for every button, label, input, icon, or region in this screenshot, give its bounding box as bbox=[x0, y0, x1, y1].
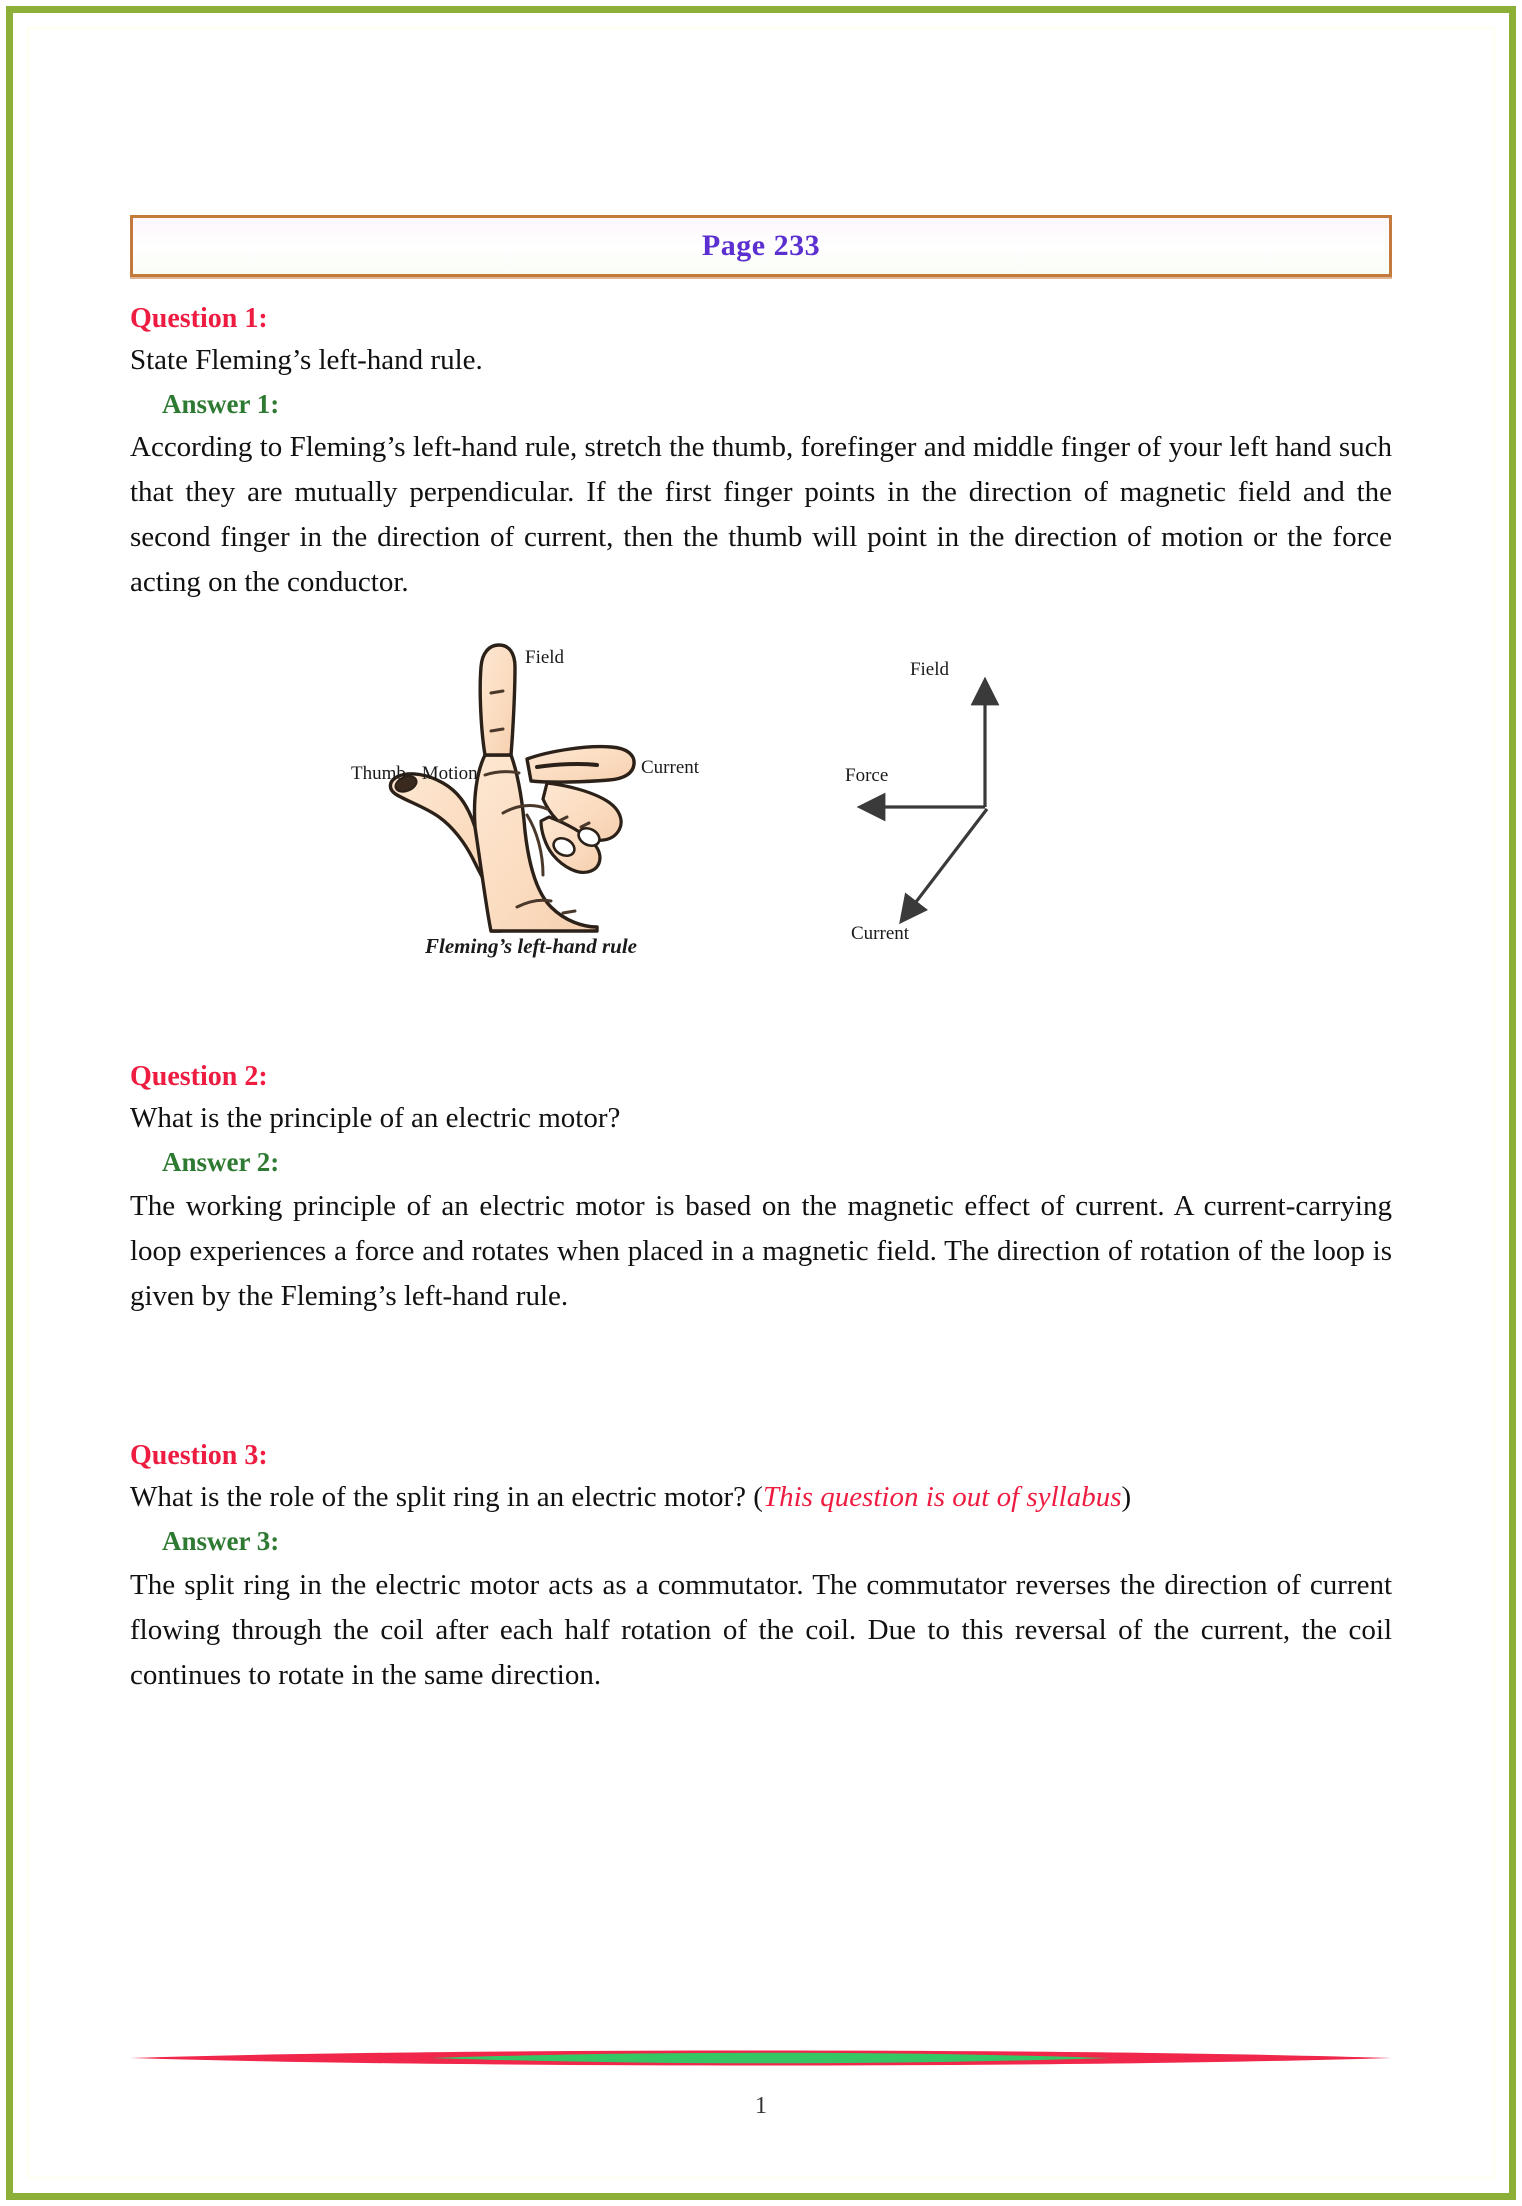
force-field-current-axes bbox=[845, 659, 987, 944]
page-title: Page 233 bbox=[701, 229, 821, 262]
answer-1-text: According to Fleming’s left-hand rule, stretch the thumb, forefinger and middle finger of your left hand such that they are mutually perpendicular. If the first finger points in the direction of magnetic field and the second finger in the direction of current, then the thumb will point in the direction of motion or the force acting on the conductor. bbox=[130, 431, 1392, 599]
question-2-text: What is the principle of an electric motor? bbox=[130, 1102, 621, 1135]
figure-caption: Fleming’s left-hand rule bbox=[425, 934, 637, 959]
axis-label-current: Current bbox=[851, 923, 910, 945]
hand-label-thumb-motion: Thumb - Motion bbox=[351, 763, 478, 785]
answer-2-text: The working principle of an electric motor is based on the magnetic effect of current. A current-carrying loop experiences a force and rotates when placed in a magnetic field. The direction of rotation of the loop is given by the Fleming’s left-hand rule. bbox=[130, 1189, 1392, 1312]
hand-label-field: Field bbox=[525, 647, 565, 669]
fleming-left-hand-rule-figure bbox=[130, 631, 1392, 961]
question-1-heading: Question 1: bbox=[130, 303, 268, 334]
question-1-text: State Fleming’s left-hand rule. bbox=[130, 344, 483, 376]
hand-label-current: Current bbox=[641, 757, 700, 779]
question-3-text bbox=[130, 1479, 1392, 1517]
fleming-diagram-svg bbox=[351, 631, 1171, 961]
question-3-text-tail: ) bbox=[1121, 1481, 1132, 1514]
question-2-heading: Question 2: bbox=[130, 1061, 268, 1093]
axis-arrow-current bbox=[903, 809, 987, 919]
answer-1-heading: Answer 1: bbox=[162, 388, 280, 419]
footer-divider-ornament bbox=[130, 2045, 1392, 2071]
page-footer bbox=[130, 2045, 1392, 2120]
answer-3-heading: Answer 3: bbox=[162, 1526, 280, 1557]
answer-2-heading: Answer 2: bbox=[162, 1146, 280, 1177]
axis-label-field: Field bbox=[909, 659, 949, 681]
answer-3-text: The split ring in the electric motor acts as a commutator. The commutator reverses the direction of current flowing through the coil after each half rotation of the coil. Due to this reversal of the current, the coil continues to rotate in the same direction. bbox=[130, 1568, 1392, 1691]
question-3-text-main: What is the role of the split ring in an electric motor? ( bbox=[130, 1481, 763, 1514]
axis-label-force: Force bbox=[845, 765, 889, 787]
left-hand-illustration bbox=[390, 645, 634, 931]
section-spacer bbox=[130, 1318, 1392, 1414]
section-spacer bbox=[130, 961, 1392, 1035]
page-header-box bbox=[130, 215, 1392, 277]
question-3-heading: Question 3: bbox=[130, 1440, 268, 1472]
footer-page-number: 1 bbox=[755, 2093, 767, 2119]
question-3-syllabus-note: This question is out of syllabus bbox=[762, 1481, 1122, 1514]
page-content bbox=[130, 215, 1392, 1698]
